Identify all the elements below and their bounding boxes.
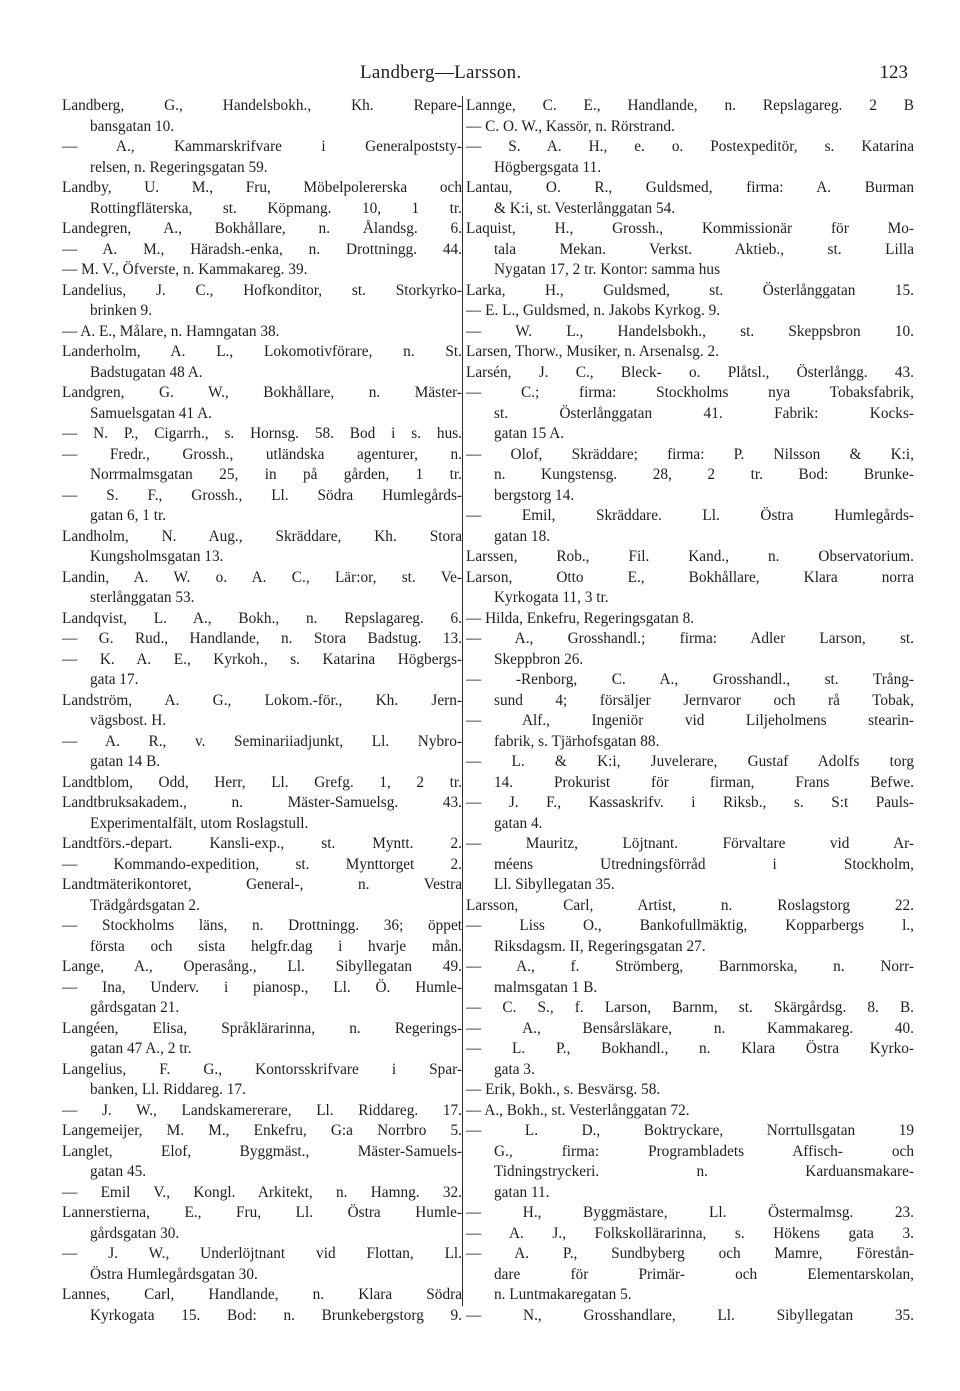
- entry-line: Landtmäterikontoret, General-, n. Vestra: [62, 876, 462, 893]
- entry-line: dare för Primär- och Elementarskolan,: [494, 1265, 914, 1283]
- entry-line: gatan 6, 1 tr.: [90, 507, 167, 524]
- entry-line: Landtbruksakadem., n. Mäster-Samuelsg. 43.: [62, 794, 462, 811]
- entry-line: Langlet, Elof, Byggmäst., Mäster-Samuels-: [62, 1142, 462, 1160]
- entry-line: Tidningstryckeri. n. Karduansmakare-: [494, 1163, 914, 1180]
- entry-line: Landström, A. G., Lokom.-för., Kh. Jern-: [62, 691, 462, 709]
- entry-line: — Mauritz, Löjtnant. Förvaltare vid Ar-: [466, 835, 914, 852]
- entry-line: — M. V., Öfverste, n. Kammakareg. 39.: [62, 261, 308, 278]
- entry-line: — Liss O., Bankofullmäktig, Kopparbergs l.,: [466, 917, 914, 934]
- entry-line: — H., Byggmästare, Ll. Östermalmsg. 23.: [466, 1204, 914, 1221]
- left-column: [62, 96, 462, 1326]
- entry-line: Langéen, Elisa, Språklärarinna, n. Regerings-: [62, 1019, 462, 1037]
- entry-line: gatan 11.: [494, 1183, 550, 1201]
- entry-line: Landqvist, L. A., Bokh., n. Repslagareg. 6.: [62, 609, 462, 627]
- entry-line: — L. D., Boktryckare, Norrtullsgatan 19: [466, 1122, 914, 1139]
- entry-line: Norrmalmsgatan 25, in på gården, 1 tr.: [90, 466, 462, 483]
- entry-line: — A., f. Strömberg, Barnmorska, n. Norr-: [466, 958, 914, 975]
- entry-line: Landholm, N. Aug., Skräddare, Kh. Stora: [62, 527, 462, 545]
- entry-line: Riksdagsm. II, Regeringsgatan 27.: [494, 937, 706, 955]
- entry-line: Ll. Sibyllegatan 35.: [494, 876, 615, 893]
- entry-line: — Erik, Bokh., s. Besvärsg. 58.: [466, 1081, 661, 1098]
- entry-line: — Hilda, Enkefru, Regeringsgatan 8.: [466, 609, 695, 627]
- entry-line: — L. & K:i, Juvelerare, Gustaf Adolfs torg: [466, 753, 914, 770]
- entry-line: Landby, U. M., Fru, Möbelpolererska och: [62, 179, 462, 196]
- entry-line: gårdsgatan 21.: [90, 999, 180, 1016]
- entry-line: gårdsgatan 30.: [90, 1224, 180, 1242]
- entry-line: Badstugatan 48 A.: [90, 363, 203, 381]
- entry-line: Landgren, G. W., Bokhållare, n. Mäster-: [62, 384, 462, 401]
- entry-line: Lannge, C. E., Handlande, n. Repslagareg. 2 B: [466, 97, 914, 114]
- entry-line: malmsgatan 1 B.: [494, 978, 598, 996]
- entry-line: — J. W., Underlöjtnant vid Flottan, Ll.: [62, 1245, 462, 1262]
- entry-line: Skeppbron 26.: [494, 650, 584, 668]
- entry-line: vägsbost. H.: [90, 712, 167, 729]
- entry-line: Experimentalfält, utom Roslagstull.: [90, 814, 309, 832]
- entry-line: — C. S., f. Larson, Barnm, st. Skärgårdsg. 8. B.: [466, 999, 914, 1016]
- entry-line: bansgatan 10.: [90, 117, 175, 135]
- entry-line: gata 17.: [90, 671, 139, 688]
- entry-line: Högbergsgata 11.: [494, 158, 602, 176]
- entry-line: Lannerstierna, E., Fru, Ll. Östra Humle-: [62, 1204, 462, 1221]
- entry-line: — Emil, Skräddare. Ll. Östra Humlegårds-: [466, 507, 914, 524]
- column-divider: [462, 96, 463, 1306]
- entry-line: — Kommando-expedition, st. Mynttorget 2.: [62, 855, 462, 873]
- entry-line: Lange, A., Operasång., Ll. Sibyllegatan 49.: [62, 958, 462, 975]
- entry-line: Kyrkogata 11, 3 tr.: [494, 589, 609, 606]
- entry-line: Östra Humlegårdsgatan 30.: [90, 1265, 258, 1283]
- entry-line: Laquist, H., Grossh., Kommissionär för Mo-: [466, 220, 914, 237]
- entry-line: gatan 4.: [494, 814, 543, 832]
- entry-line: st. Österlånggatan 41. Fabrik: Kocks-: [494, 404, 914, 422]
- entry-line: — J. W., Landskamererare, Ll. Riddareg. 17.: [62, 1101, 462, 1119]
- entry-line: Landberg, G., Handelsbokh., Kh. Repare-: [62, 97, 462, 114]
- page-header: [0, 62, 960, 92]
- entry-line: — Stockholms läns, n. Drottningg. 36; öppet: [62, 917, 462, 934]
- entry-line: — Fredr., Grossh., utländska agenturer, n.: [62, 445, 462, 463]
- entry-line: — A., Kammarskrifvare i Generalpoststy-: [62, 138, 462, 155]
- entry-line: gatan 14 B.: [90, 753, 161, 770]
- entry-line: Landerholm, A. L., Lokomotivförare, n. St.: [62, 343, 462, 360]
- entry-line: Samuelsgatan 41 A.: [90, 404, 212, 422]
- entry-line: — A., Bensårsläkare, n. Kammakareg. 40.: [466, 1019, 914, 1037]
- entry-line: — N., Grosshandlare, Ll. Sibyllegatan 35.: [466, 1306, 914, 1324]
- entry-line: — C. O. W., Kassör, n. Rörstrand.: [466, 117, 675, 135]
- entry-line: Lannes, Carl, Handlande, n. Klara Södra: [62, 1286, 462, 1303]
- entry-line: gatan 47 A., 2 tr.: [90, 1040, 192, 1057]
- entry-line: Lantau, O. R., Guldsmed, firma: A. Burman: [466, 179, 914, 196]
- entry-line: tala Mekan. Verkst. Aktieb., st. Lilla: [494, 240, 914, 258]
- entry-line: n. Luntmakaregatan 5.: [494, 1286, 632, 1303]
- entry-line: G., firma: Programbladets Affisch- och: [494, 1142, 914, 1160]
- entry-line: bergstorg 14.: [494, 486, 575, 504]
- entry-line: — A. E., Målare, n. Hamngatan 38.: [62, 322, 280, 340]
- entry-line: sterlånggatan 53.: [90, 589, 195, 606]
- entry-line: Larssen, Rob., Fil. Kand., n. Observatorium.: [466, 548, 914, 565]
- entry-line: — E. L., Guldsmed, n. Jakobs Kyrkog. 9.: [466, 302, 721, 319]
- entry-line: brinken 9.: [90, 302, 153, 319]
- entry-line: — K. A. E., Kyrkoh., s. Katarina Högbergs-: [62, 650, 462, 668]
- entry-line: Kyrkogata 15. Bod: n. Brunkebergstorg 9.: [90, 1306, 462, 1324]
- entry-line: — N. P., Cigarrh., s. Hornsg. 58. Bod i s. hus.: [62, 425, 462, 442]
- entry-line: fabrik, s. Tjärhofsgatan 88.: [494, 732, 660, 750]
- entry-line: Larka, H., Guldsmed, st. Österlånggatan 15.: [466, 281, 914, 299]
- entry-line: — W. L., Handelsbokh., st. Skeppsbron 10.: [466, 322, 914, 340]
- entry-line: méens Utredningsförråd i Stockholm,: [494, 855, 914, 873]
- entry-line: — Emil V., Kongl. Arkitekt, n. Hamng. 32.: [62, 1183, 462, 1201]
- entry-line: Landtblom, Odd, Herr, Ll. Grefg. 1, 2 tr.: [62, 773, 462, 791]
- entry-line: Larsson, Carl, Artist, n. Roslagstorg 22.: [466, 896, 914, 914]
- entry-line: — A., Grosshandl.; firma: Adler Larson, st.: [466, 630, 914, 647]
- entry-line: — Alf., Ingeniör vid Liljeholmens stearin-: [466, 712, 914, 729]
- entry-line: gatan 18.: [494, 527, 551, 545]
- entry-line: relsen, n. Regeringsgatan 59.: [90, 158, 268, 176]
- entry-line: — A. M., Häradsh.-enka, n. Drottningg. 44.: [62, 240, 462, 258]
- entry-line: — Ina, Underv. i pianosp., Ll. Ö. Humle-: [62, 978, 462, 996]
- entry-line: — S. A. H., e. o. Postexpeditör, s. Katarina: [466, 138, 914, 155]
- entry-line: gatan 15 A.: [494, 425, 565, 442]
- entry-line: banken, Ll. Riddareg. 17.: [90, 1081, 246, 1098]
- entry-line: gatan 45.: [90, 1163, 147, 1180]
- right-column: [466, 96, 914, 1326]
- entry-line: 14. Prokurist för firman, Frans Befwe.: [494, 773, 914, 791]
- entry-line: Langelius, F. G., Kontorsskrifvare i Spar-: [62, 1060, 462, 1078]
- entry-line: Larson, Otto E., Bokhållare, Klara norra: [466, 568, 914, 586]
- entry-line: Nygatan 17, 2 tr. Kontor: samma hus: [494, 261, 721, 278]
- entry-line: — A. P., Sundbyberg och Mamre, Förestån-: [466, 1245, 914, 1262]
- entry-line: — A., Bokh., st. Vesterlånggatan 72.: [466, 1101, 690, 1119]
- entry-line: — C.; firma: Stockholms nya Tobaksfabrik,: [466, 384, 914, 401]
- entry-line: Larsen, Thorw., Musiker, n. Arsenalsg. 2.: [466, 343, 720, 360]
- entry-line: Kungsholmsgatan 13.: [90, 548, 224, 565]
- entry-line: Trädgårdsgatan 2.: [90, 896, 200, 914]
- entry-line: — G. Rud., Handlande, n. Stora Badstug. 13.: [62, 630, 462, 647]
- entry-line: — J. F., Kassaskrifv. i Riksb., s. S:t Pauls-: [466, 794, 914, 811]
- page-number: 123: [879, 62, 908, 83]
- entry-line: Landelius, J. C., Hofkonditor, st. Storkyrko-: [62, 281, 462, 299]
- entry-line: & K:i, st. Vesterlånggatan 54.: [494, 199, 676, 217]
- entry-line: första och sista helgfr.dag i hvarje mån.: [90, 937, 462, 955]
- entry-line: Landtförs.-depart. Kansli-exp., st. Myntt. 2.: [62, 835, 462, 852]
- entry-line: — L. P., Bokhandl., n. Klara Östra Kyrko-: [466, 1040, 914, 1057]
- entry-line: n. Kungstensg. 28, 2 tr. Bod: Brunke-: [494, 466, 914, 483]
- entry-line: Larsén, J. C., Bleck- o. Plåtsl., Österlångg. 43.: [466, 363, 914, 381]
- entry-line: — A. R., v. Seminariiadjunkt, Ll. Nybro-: [62, 732, 462, 750]
- entry-line: — -Renborg, C. A., Grosshandl., st. Trång-: [466, 671, 914, 688]
- entry-line: sund 4; försäljer Jernvaror och rå Tobak,: [494, 691, 914, 709]
- entry-line: Langemeijer, M. M., Enkefru, G:a Norrbro 5.: [62, 1122, 462, 1139]
- entry-line: gata 3.: [494, 1060, 535, 1078]
- entry-line: Landegren, A., Bokhållare, n. Ålandsg. 6.: [62, 220, 462, 237]
- entry-line: — A. J., Folkskollärarinna, s. Hökens gata 3.: [466, 1224, 914, 1242]
- entry-line: Rottingfläterska, st. Köpmang. 10, 1 tr.: [90, 199, 462, 217]
- entry-line: — Olof, Skräddare; firma: P. Nilsson & K:i,: [466, 445, 914, 463]
- entry-line: — S. F., Grossh., Ll. Södra Humlegårds-: [62, 486, 462, 504]
- running-head: Landberg—Larsson.: [360, 62, 522, 83]
- entry-line: Landin, A. W. o. A. C., Lär:or, st. Ve-: [62, 568, 462, 586]
